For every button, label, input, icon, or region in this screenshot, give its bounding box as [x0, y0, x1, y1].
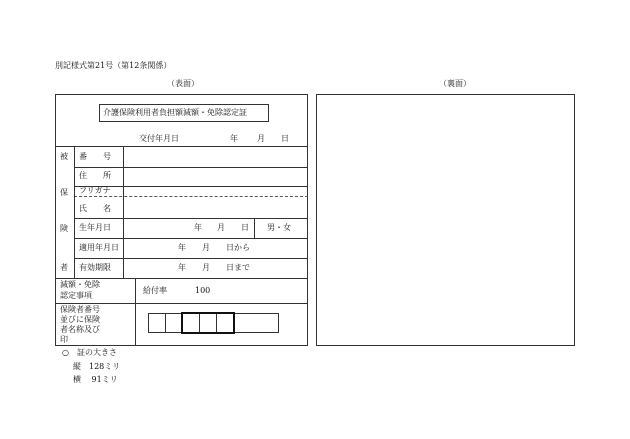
furigana-label: フリガナ [79, 186, 111, 195]
form-number: 別記様式第21号（第12条関係） [55, 61, 172, 70]
reduction-label-line1: 減額・免除 [60, 280, 100, 289]
insured-char-4: 者 [60, 263, 68, 272]
issue-date-label: 交付年月日 [139, 134, 179, 143]
insurer-label-line3: 者名称及び [60, 325, 100, 334]
valid-from-label: 適用年月日 [79, 243, 119, 252]
grid-line [55, 146, 308, 147]
grid-line [74, 146, 75, 278]
insured-char-3: 険 [60, 224, 68, 233]
number-label: 番 号 [79, 152, 111, 161]
grid-line [74, 238, 308, 239]
reduction-label-line2: 認定事項 [60, 291, 92, 300]
insurer-label-line4: 印 [60, 335, 68, 344]
valid-until-label: 有効期限 [79, 263, 111, 272]
grid-line [135, 278, 136, 346]
insurer-label-line2: 並びに保険 [60, 315, 100, 324]
size-height: 縦 128ミリ [73, 362, 121, 371]
valid-from-value: 年 月 日から [178, 243, 250, 252]
grid-line [254, 218, 255, 238]
birth-year: 年 [194, 223, 202, 232]
grid-line [74, 167, 308, 168]
card-title: 介護保険利用者負担額減額・免除認定証 [103, 108, 247, 117]
issue-day: 日 [281, 134, 289, 143]
birth-label: 生年月日 [79, 223, 111, 232]
back-card [316, 94, 575, 346]
grid-line [74, 258, 308, 259]
back-side-label: （裏面） [439, 79, 471, 88]
insurer-number-highlight [181, 312, 235, 334]
grid-line [55, 303, 308, 304]
front-side-label: （表面） [167, 79, 199, 88]
grid-line-dashed [74, 196, 308, 197]
insurer-label-line1: 保険者番号 [60, 305, 100, 314]
birth-day: 日 [241, 223, 249, 232]
issue-year: 年 [230, 134, 238, 143]
gender-options: 男・女 [267, 223, 291, 232]
birth-month: 月 [217, 223, 225, 232]
insured-char-1: 被 [60, 152, 68, 161]
issue-month: 月 [257, 134, 265, 143]
name-label: 氏 名 [79, 204, 111, 213]
insurer-number-divider [165, 313, 166, 333]
grid-line [123, 146, 124, 278]
valid-until-value: 年 月 日まで [178, 263, 250, 272]
benefit-rate-label: 給付率 [143, 286, 167, 295]
benefit-rate-value: 100 [195, 286, 211, 295]
size-heading: ○ 証の大きさ [62, 348, 117, 357]
insured-char-2: 保 [60, 188, 68, 197]
address-label: 住 所 [79, 171, 111, 180]
grid-line [74, 218, 308, 219]
grid-line [55, 278, 308, 279]
size-width: 横 91ミリ [73, 375, 118, 384]
